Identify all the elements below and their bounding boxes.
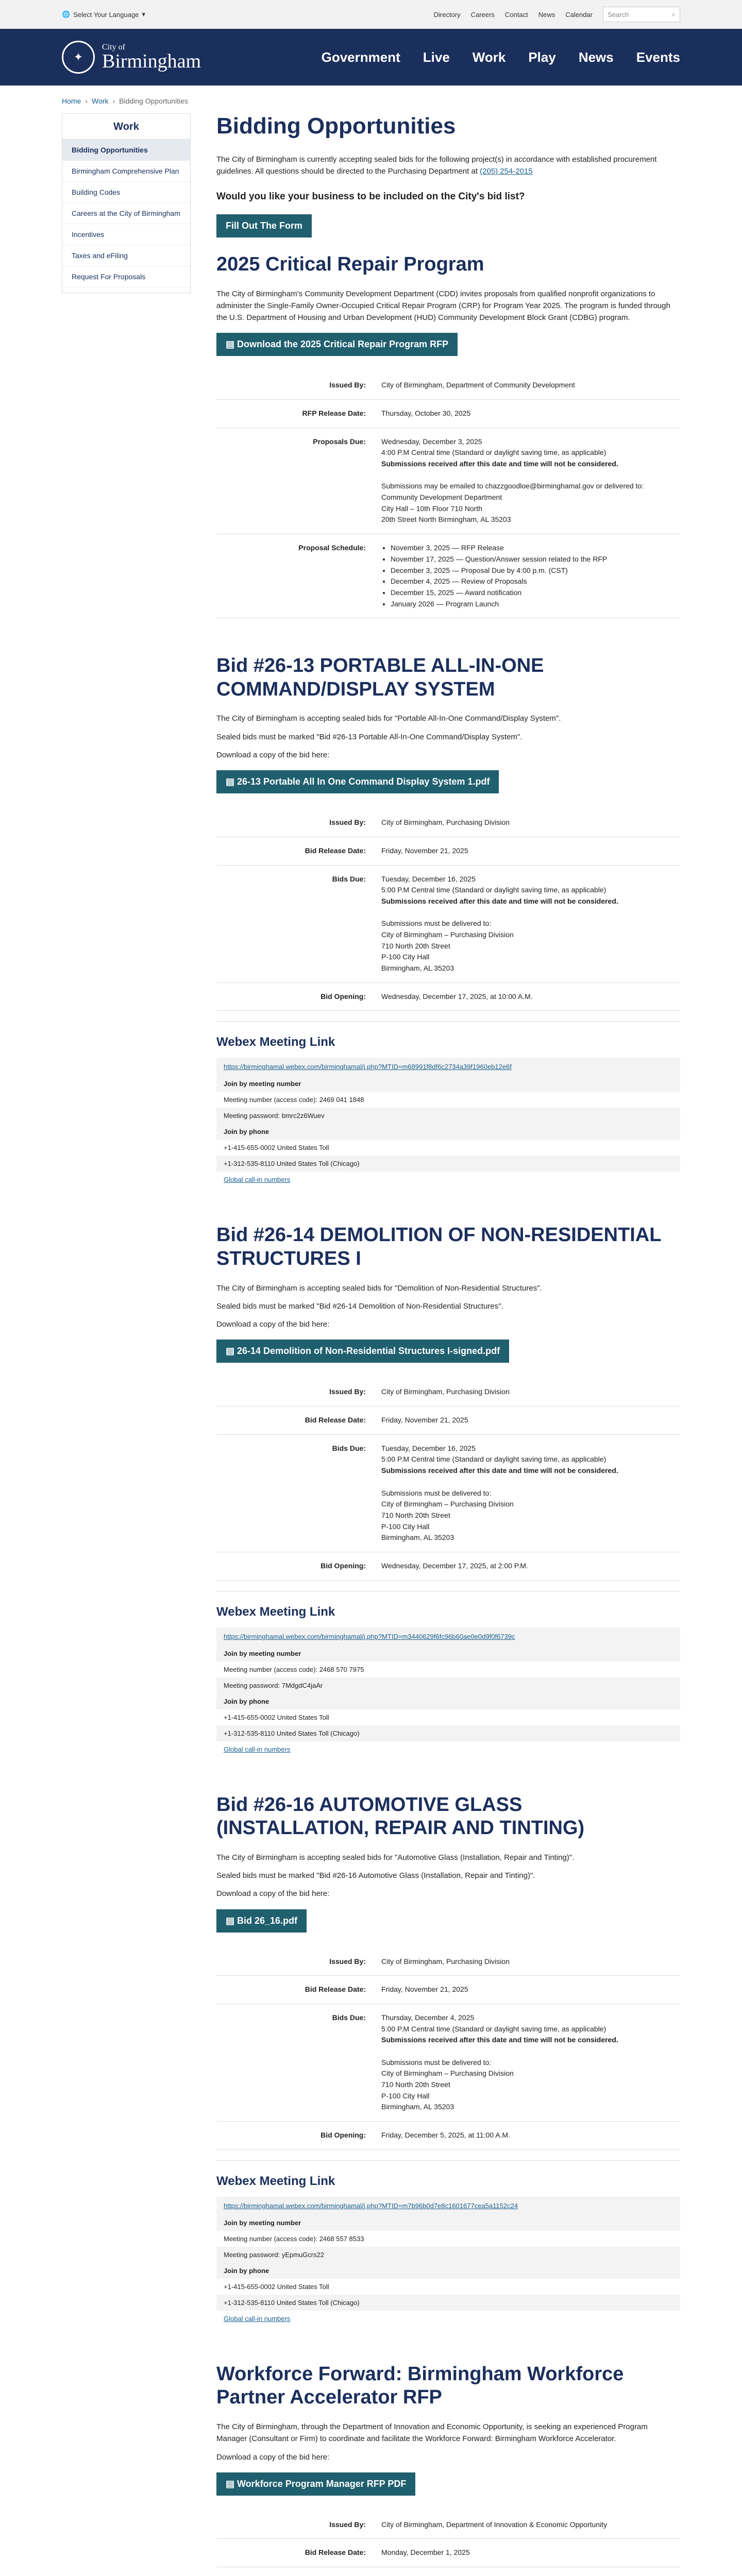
section-download-note: Download a copy of the bid here: [216, 2452, 330, 2462]
info-value: Wednesday, December 17, 2025, at 2:00 P.M. [381, 1561, 528, 1570]
info-label: Bid Release Date: [305, 1416, 366, 1425]
section-desc: The City of Birmingham, through the Department of Innovation and Economic Opportunity, is seeking an experienced Program Manager (Consultant or Firm) to coordinate and facilitate the Workforce Forward: Birmingham Workforce Accelerator. [216, 2422, 648, 2444]
info-label: Bid Opening: [321, 992, 366, 1001]
webex-meeting-link[interactable]: https://birminghamal.webex.com/birminghamal/j.php?MTID=m68991f8df6c2734a39f1960eb12e6f [216, 1058, 680, 1076]
info-row [216, 371, 680, 400]
info-label: Bid Release Date: [305, 846, 366, 855]
info-value: City of Birmingham, Purchasing Division [381, 818, 510, 827]
webex-title: Webex Meeting Link [216, 1604, 335, 1619]
info-label: Bids Due: [332, 874, 366, 883]
info-value: Friday, November 21, 2025 [381, 1985, 468, 1994]
info-value: Friday, November 21, 2025 [381, 1416, 468, 1425]
globe-icon: 🌐 [62, 10, 71, 18]
info-row [216, 428, 680, 535]
info-label: Proposal Schedule: [298, 544, 366, 552]
breadcrumb-work[interactable]: Work [92, 97, 109, 105]
nav-play[interactable]: Play [528, 49, 556, 65]
info-row [216, 534, 680, 618]
info-value: City of Birmingham, Purchasing Division [381, 1387, 510, 1396]
bid-section [216, 2363, 680, 2576]
info-label: Bids Due: [332, 1444, 366, 1452]
list-item: • November 17, 2025 — Question/Answer session related to the RFP [391, 554, 680, 565]
webex-block: Webex Meeting Link https://birminghamal.webex.com/birminghamal/j.php?MTID=m7b96b0d7e8c1601677cea5a1152c24 Join by meeting number Meeting number (access code): 2468 557 8533 Meeting password: yEpmuGcrs22 Join by phone +1-415-655-0002 United States Toll +1-312-535-8110 United States Toll (Chicago) Global call-in numbers [216, 2160, 680, 2327]
utility-link-calendar[interactable]: Calendar [565, 10, 593, 19]
utility-bar [0, 0, 742, 29]
city-seal-icon: ✦ [62, 41, 95, 74]
info-row [216, 866, 680, 983]
info-row [216, 2567, 680, 2576]
search-icon[interactable]: ⌕ [671, 10, 676, 18]
info-label: Issued By: [329, 1957, 366, 1965]
info-row [216, 983, 680, 1011]
info-label: Bid Release Date: [305, 1985, 366, 1994]
nav-government[interactable]: Government [321, 49, 400, 65]
info-value: Wednesday, December 3, 2025 4:00 P.M Central time (Standard or daylight saving time, as applicable) Submissions received after this date and time will not be considered. Submissions may be emailed to chazzgoodloe@birminghamal.gov or delivered to: Community Development Department City Hall – 10th Floor 710 North 20th Street North Birmingham, AL 35203 [381, 437, 644, 524]
language-select[interactable]: 🌐 Select Your Language ▾ [62, 10, 145, 19]
document-icon: ▤ [226, 1915, 238, 1926]
utility-link-careers[interactable]: Careers [470, 10, 495, 19]
info-row [216, 2122, 680, 2150]
sidebar-item-careers[interactable]: Careers at the City of Birmingham [62, 203, 190, 224]
info-row [216, 837, 680, 866]
site-logo[interactable]: ✦ City of Birmingham [62, 41, 201, 74]
section-desc-marking: Sealed bids must be marked "Bid #26-16 Automotive Glass (Installation, Repair and Tinting)". [216, 1871, 535, 1880]
download-button[interactable]: ▤ 26-13 Portable All In One Command Display System 1.pdf [216, 770, 499, 793]
list-item: • January 2026 — Program Launch [391, 599, 680, 610]
schedule-list [381, 543, 680, 609]
info-row [216, 2539, 680, 2567]
sidebar-item-building-codes[interactable]: Building Codes [62, 182, 190, 203]
webex-title: Webex Meeting Link [216, 2174, 335, 2188]
page-title: Bidding Opportunities [216, 113, 456, 139]
sidebar-item-rfp[interactable]: Request For Proposals [62, 266, 190, 287]
sidebar-item-incentives[interactable]: Incentives [62, 224, 190, 245]
sidebar-title: Work [62, 121, 190, 140]
info-value: City of Birmingham, Purchasing Division [381, 1957, 510, 1965]
document-icon: ▤ [226, 2478, 238, 2489]
info-row [216, 1435, 680, 1552]
nav-work[interactable]: Work [472, 49, 506, 65]
info-label: Issued By: [329, 381, 366, 389]
info-value [381, 543, 680, 609]
info-value: Tuesday, December 16, 2025 5:00 P.M Central time (Standard or daylight saving time, as applicable) Submissions received after this date and time will not be considered. Submissions must be delivered to: City of Birmingham – Purchasing Division 710 North 20th Street P-100 City Hall Birmingham, AL 35203 [381, 1444, 618, 1542]
section-desc: The City of Birmingham is accepting sealed bids for "Demolition of Non-Residential Structures". [216, 1283, 542, 1293]
global-call-in-link[interactable]: Global call-in numbers [224, 1176, 291, 1184]
section-title: 2025 Critical Repair Program [216, 253, 484, 275]
download-button[interactable]: ▤ Workforce Program Manager RFP PDF [216, 2472, 415, 2496]
info-value: Thursday, October 30, 2025 [381, 409, 471, 417]
sidebar-item-bidding[interactable]: Bidding Opportunities [62, 140, 190, 161]
info-row [216, 400, 680, 428]
main-content [216, 113, 680, 2576]
section-download-note: Download a copy of the bid here: [216, 750, 330, 759]
bid-sections [216, 253, 680, 2576]
bid-section [216, 654, 680, 1188]
info-value: Thursday, December 4, 2025 5:00 P.M Central time (Standard or daylight saving time, as applicable) Submissions received after this date and time will not be considered. Submissions must be delivered to: City of Birmingham – Purchasing Division 710 North 20th Street P-100 City Hall Birmingham, AL 35203 [381, 2013, 618, 2111]
section-desc: The City of Birmingham is accepting sealed bids for "Portable All-In-One Command/Display System". [216, 714, 561, 723]
info-label: Bid Opening: [321, 2131, 366, 2140]
global-call-in-link[interactable]: Global call-in numbers [224, 2314, 291, 2323]
info-value: Monday, December 1, 2025 [381, 2548, 470, 2557]
info-value: City of Birmingham, Department of Community Development [381, 381, 575, 389]
info-row [216, 1976, 680, 2004]
purchasing-phone-link[interactable]: (205) 254-2015 [480, 167, 533, 176]
list-item: • December 15, 2025 — Award notification [391, 587, 680, 599]
section-title: Bid #26-13 PORTABLE ALL-IN-ONE COMMAND/DISPLAY SYSTEM [216, 655, 544, 700]
webex-title: Webex Meeting Link [216, 1035, 335, 1049]
section-download-note: Download a copy of the bid here: [216, 1889, 330, 1899]
info-row [216, 2511, 680, 2539]
section-desc-marking: Sealed bids must be marked "Bid #26-13 Portable All-In-One Command/Display System". [216, 732, 522, 741]
info-label: Proposals Due: [313, 437, 366, 446]
utility-link-contact[interactable]: Contact [504, 10, 528, 19]
intro-text: The City of Birmingham is currently accepting sealed bids for the following project(s) in accordance with established procurement guidelines. All questions should be directed to the Purchasing Department at (205) 254-2015 [216, 155, 657, 176]
info-value: Friday, November 21, 2025 [381, 846, 468, 855]
utility-link-directory[interactable]: Directory [433, 10, 461, 19]
webex-block: Webex Meeting Link https://birminghamal.webex.com/birminghamal/j.php?MTID=m3440629f6fc96b60ae0e0d9f0f6739c Join by meeting number Meeting number (access code): 2468 570 7975 Meeting password: 7MdgdC4jaAr Join by phone +1-415-655-0002 United States Toll +1-312-535-8110 United States Toll (Chicago) Global call-in numbers [216, 1591, 680, 1757]
bid-section [216, 1793, 680, 2327]
info-label: Issued By: [329, 1387, 366, 1396]
sidebar-item-taxes[interactable]: Taxes and eFiling [62, 245, 190, 266]
info-value: Tuesday, December 16, 2025 5:00 P.M Central time (Standard or daylight saving time, as applicable) Submissions received after this date and time will not be considered. Submissions must be delivered to: City of Birmingham – Purchasing Division 710 North 20th Street P-100 City Hall Birmingham, AL 35203 [381, 874, 618, 973]
bid-list-question: Would you like your business to be included on the City's bid list? [216, 191, 525, 202]
info-row [216, 1378, 680, 1406]
section-title: Bid #26-16 AUTOMOTIVE GLASS (INSTALLATION, REPAIR AND TINTING) [216, 1793, 585, 1839]
info-value: Friday, December 5, 2025, at 11:00 A.M. [381, 2131, 511, 2140]
document-icon: ▤ [226, 1346, 238, 1357]
search-input[interactable]: Search ⌕ [603, 7, 680, 22]
info-label: Issued By: [329, 818, 366, 827]
list-item: • December 4, 2025 — Review of Proposals [391, 576, 680, 587]
section-desc: The City of Birmingham's Community Development Department (CDD) invites proposals from qualified nonprofit organizations to administer the Single-Family Owner-Occupied Critical Repair Program (CRP) for Program Year 2025. The program is funded through the U.S. Department of Housing and Urban Development (HUD) Community Development Block Grant (CDBG) program. [216, 289, 670, 323]
list-item: • December 3, 2025 — Proposal Due by 4:00 p.m. (CST) [391, 565, 680, 577]
info-label: Bid Release Date: [305, 2548, 366, 2557]
list-item: • November 3, 2025 — RFP Release [391, 543, 680, 554]
document-icon: ▤ [226, 776, 238, 787]
nav-events[interactable]: Events [636, 49, 680, 65]
info-value: Wednesday, December 17, 2025, at 10:00 A.M. [381, 992, 533, 1001]
info-row [216, 809, 680, 837]
info-row [216, 1406, 680, 1435]
info-label: Bid Opening: [321, 1561, 366, 1570]
sidebar-item-comprehensive-plan[interactable]: Birmingham Comprehensive Plan [62, 161, 190, 182]
info-row [216, 1948, 680, 1976]
global-call-in-link[interactable]: Global call-in numbers [224, 1745, 291, 1753]
site-header [0, 29, 742, 86]
nav-news[interactable]: News [578, 49, 614, 65]
section-title: Workforce Forward: Birmingham Workforce Partner Accelerator RFP [216, 2363, 624, 2409]
download-button[interactable]: ▤ Download the 2025 Critical Repair Program RFP [216, 333, 458, 356]
chevron-down-icon: ▾ [142, 10, 145, 18]
webex-block: Webex Meeting Link https://birminghamal.webex.com/birminghamal/j.php?MTID=m68991f8df6c2734a39f1960eb12e6f Join by meeting number Meeting number (access code): 2469 041 1848 Meeting password: bmrc2z6Wuev Join by phone +1-415-655-0002 United States Toll +1-312-535-8110 United States Toll (Chicago) Global call-in numbers [216, 1021, 680, 1188]
download-button[interactable]: ▤ 26-14 Demolition of Non-Residential Structures I-signed.pdf [216, 1340, 509, 1363]
info-label: Bids Due: [332, 2013, 366, 2022]
section-download-note: Download a copy of the bid here: [216, 1320, 330, 1329]
section-desc: The City of Birmingham is accepting sealed bids for "Automotive Glass (Installation, Repair and Tinting)". [216, 1853, 575, 1862]
fill-out-form-button[interactable]: Fill Out The Form [216, 214, 312, 238]
nav-live[interactable]: Live [423, 49, 450, 65]
info-label: Issued By: [329, 2520, 366, 2529]
info-value: City of Birmingham, Department of Innovation & Economic Opportunity [381, 2520, 608, 2529]
section-title: Bid #26-14 DEMOLITION OF NON-RESIDENTIAL STRUCTURES I [216, 1224, 661, 1270]
bid-section [216, 253, 680, 618]
webex-meeting-link[interactable]: https://birminghamal.webex.com/birminghamal/j.php?MTID=m3440629f6fc96b60ae0e0d9f0f6739c [216, 1628, 680, 1646]
utility-link-news[interactable]: News [538, 10, 555, 19]
breadcrumb-current: Bidding Opportunities [119, 97, 188, 105]
section-desc-marking: Sealed bids must be marked "Bid #26-14 Demolition of Non-Residential Structures". [216, 1301, 503, 1311]
info-label: RFP Release Date: [302, 409, 366, 417]
info-row [216, 1552, 680, 1581]
sidebar [62, 113, 191, 293]
main-nav [322, 49, 680, 65]
breadcrumb: Home › Work › Bidding Opportunities [62, 97, 188, 105]
download-button[interactable]: ▤ Bid 26_16.pdf [216, 1909, 307, 1933]
info-row [216, 2004, 680, 2122]
bid-section [216, 1224, 680, 1757]
webex-meeting-link[interactable]: https://birminghamal.webex.com/birminghamal/j.php?MTID=m7b96b0d7e8c1601677cea5a1152c24 [216, 2197, 680, 2215]
breadcrumb-home[interactable]: Home [62, 97, 81, 105]
document-icon: ▤ [226, 339, 238, 350]
